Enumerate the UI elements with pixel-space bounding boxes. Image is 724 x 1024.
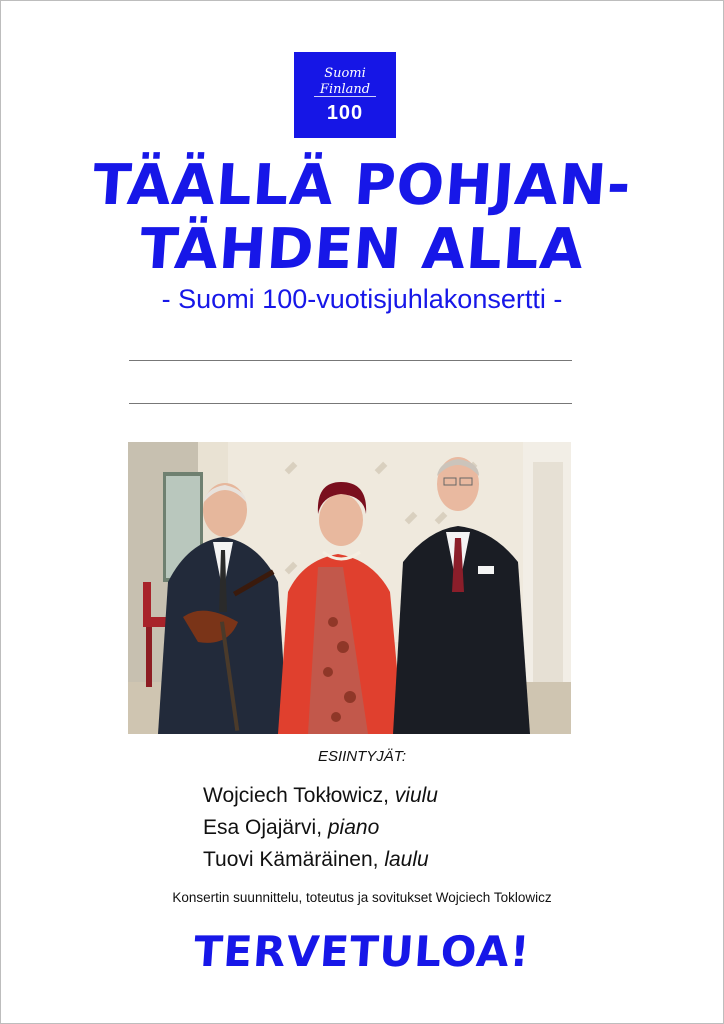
welcome-text: TERVETULOA! bbox=[192, 927, 532, 976]
logo-line-100: 100 bbox=[326, 102, 364, 124]
logo-line-suomi: Suomi bbox=[324, 66, 366, 81]
performers-heading: ESIINTYJÄT: bbox=[317, 748, 407, 765]
concert-credit: Konsertin suunnittelu, toteutus ja sovitukset Wojciech Toklowicz bbox=[172, 890, 552, 905]
performer-2 bbox=[203, 816, 379, 840]
logo-line-finland: Finland bbox=[319, 82, 371, 97]
blank-line-2 bbox=[129, 403, 572, 404]
performer-name: Esa Ojajärvi, bbox=[203, 816, 328, 839]
suomi-finland-100-logo bbox=[294, 52, 396, 138]
performer-instrument: laulu bbox=[384, 848, 429, 871]
performers-photo-illustration bbox=[128, 442, 571, 734]
title-line-2: TÄHDEN ALLA bbox=[137, 217, 587, 282]
performer-instrument: viulu bbox=[394, 784, 438, 807]
blank-line-1 bbox=[129, 360, 572, 361]
subtitle: - Suomi 100-vuotisjuhlakonsertti - bbox=[161, 284, 563, 314]
performer-name: Wojciech Tokłowicz, bbox=[203, 784, 395, 807]
performers-photo bbox=[128, 442, 571, 734]
performer-name: Tuovi Kämäräinen, bbox=[203, 848, 385, 871]
performer-3 bbox=[203, 848, 429, 872]
performer-instrument: piano bbox=[327, 816, 380, 839]
performer-1 bbox=[203, 784, 438, 808]
title-line-1: TÄÄLLÄ POHJAN- bbox=[90, 153, 634, 218]
